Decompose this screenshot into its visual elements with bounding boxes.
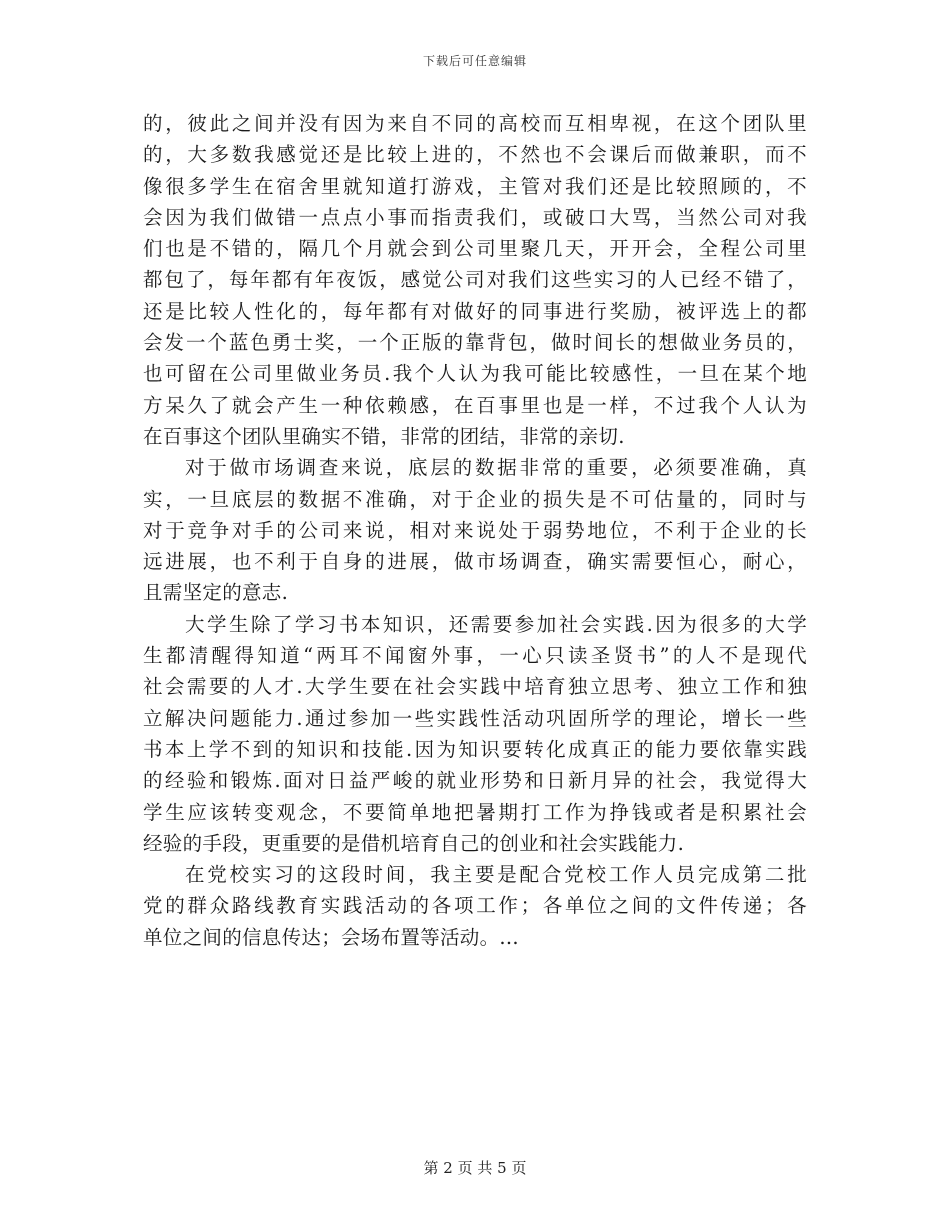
- text-line: 立解决问题能力.通过参加一些实践性活动巩固所学的理论，增长一些: [143, 706, 807, 730]
- text-line: 党的群众路线教育实践活动的各项工作；各单位之间的文件传递；各: [143, 894, 807, 918]
- text-line: 单位之间的信息传达；会场布置等活动。...: [143, 925, 519, 949]
- text-line: 会因为我们做错一点点小事而指责我们，或破口大骂，当然公司对我: [143, 205, 807, 229]
- document-body: [143, 108, 807, 953]
- paragraph-first-line: 对于做市场调查来说，底层的数据非常的重要，必须要准确，真: [185, 456, 807, 480]
- text-line: 社会需要的人才.大学生要在社会实践中培育独立思考、独立工作和独: [143, 675, 807, 699]
- text-line: 们也是不错的，隔几个月就会到公司里聚几天，开开会，全程公司里: [143, 237, 807, 261]
- text-line: 对于竞争对手的公司来说，相对来说处于弱势地位，不利于企业的长: [143, 518, 807, 542]
- page-header: 下载后可任意编辑: [422, 54, 527, 68]
- text-line: 在百事这个团队里确实不错，非常的团结，非常的亲切.: [143, 424, 625, 448]
- page-footer: 第 2 页 共 5 页: [423, 1159, 527, 1177]
- text-line: 经验的手段，更重要的是借机培育自己的创业和社会实践能力.: [143, 831, 685, 855]
- text-line: 的经验和锻炼.面对日益严峻的就业形势和日新月异的社会，我觉得大: [143, 769, 807, 793]
- text-line: 也可留在公司里做业务员.我个人认为我可能比较感性，一旦在某个地: [143, 362, 807, 386]
- text-line: 书本上学不到的知识和技能.因为知识要转化成真正的能力要依靠实践: [143, 737, 807, 761]
- text-line: 远进展，也不利于自身的进展，做市场调查，确实需要恒心，耐心，: [143, 550, 807, 574]
- text-line: 会发一个蓝色勇士奖，一个正版的靠背包，做时间长的想做业务员的，: [143, 331, 807, 355]
- text-line: 实，一旦底层的数据不准确，对于企业的损失是不可估量的，同时与: [143, 487, 807, 511]
- text-line: 学生应该转变观念，不要简单地把暑期打工作为挣钱或者是积累社会: [143, 800, 807, 824]
- paragraph-first-line: 大学生除了学习书本知识，还需要参加社会实践.因为很多的大学: [185, 612, 807, 636]
- text-line: 方呆久了就会产生一种依赖感，在百事里也是一样，不过我个人认为: [143, 393, 807, 417]
- paragraph-first-line: 在党校实习的这段时间，我主要是配合党校工作人员完成第二批: [185, 863, 807, 887]
- text-line: 还是比较人性化的，每年都有对做好的同事进行奖励，被评选上的都: [143, 299, 807, 323]
- text-line: 生都清醒得知道“两耳不闻窗外事，一心只读圣贤书”的人不是现代: [143, 644, 807, 668]
- text-line: 的，彼此之间并没有因为来自不同的高校而互相卑视，在这个团队里: [143, 112, 807, 135]
- text-line: 像很多学生在宿舍里就知道打游戏，主管对我们还是比较照顾的，不: [143, 174, 807, 198]
- text-line: 的，大多数我感觉还是比较上进的，不然也不会课后而做兼职，而不: [143, 143, 807, 167]
- text-line: 且需坚定的意志.: [143, 581, 289, 605]
- text-line: 都包了，每年都有年夜饭，感觉公司对我们这些实习的人已经不错了，: [143, 268, 807, 292]
